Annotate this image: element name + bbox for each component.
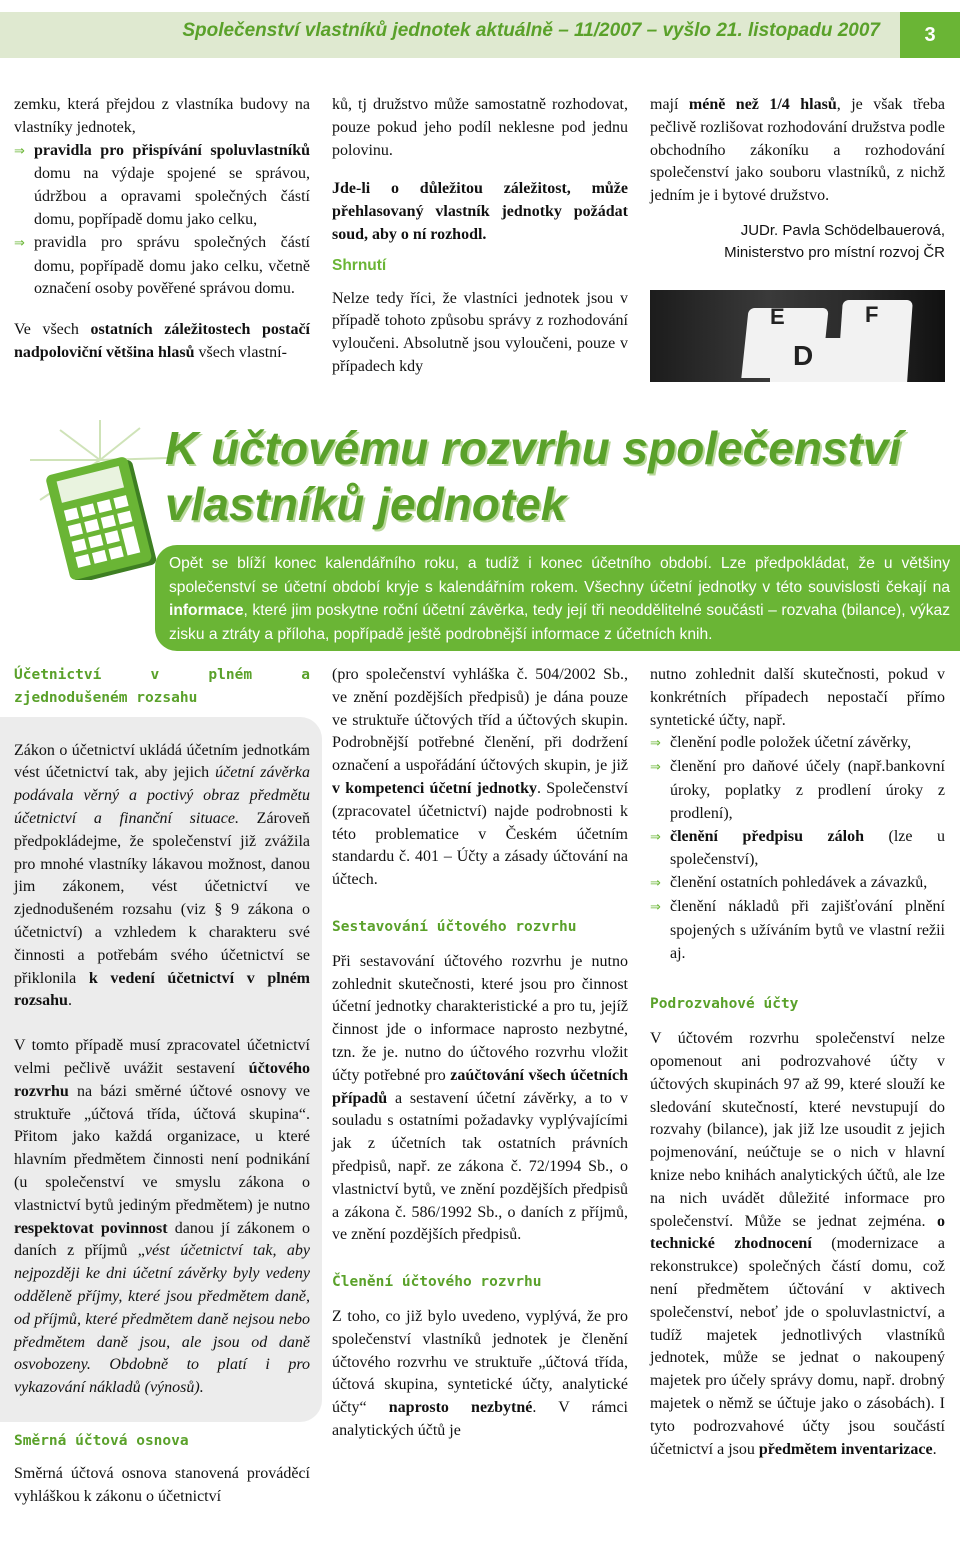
text: . V rámci analytických účtů je: [332, 1399, 628, 1439]
text: V účtovém rozvrhu společenství nelze opomenout ani podrozvahové účty v účtových skupinách 97 až 99, které slouží ke sledování skutečností, které nevstupují do rozvahy (bilance), jak již lze usoudit z jejich pojmenování, neúčtuje se o nich v hlavní knize nebo knihách analytických účtů, ale lze na nich uvádět důležité informace pro společenství. Může se jednat zejména.: [650, 1030, 945, 1230]
text: Ve všech: [14, 321, 91, 339]
paragraph: [14, 1035, 310, 1400]
headline-line-2: vlastníků jednotek: [165, 478, 567, 530]
text: Z toho, co již bylo uvedeno, vyplývá, že pro společenství vlastníků jednotek je členění účtového rozvrhu ve struktuře „účtová třída, účtová skupina, syntetické účty, analytické účty“: [332, 1307, 628, 1417]
text: , je však třeba pečlivě rozlišovat rozhodování družstva podle obchodního zákoníku a rozhodování společenství jako souboru vlastníků, z nichž jedním je i bytové družstvo.: [650, 96, 946, 205]
section-heading: Účetnictví v plném a zjednodušeném rozsahu: [14, 667, 310, 706]
paragraph: [14, 740, 310, 1014]
text: . Společenství (zpracovatel účetnictví) najde podrobnosti k této problematice v Českém účetním standardu č. 401 – Účty a zásady účtování na účtech.: [332, 779, 629, 889]
paragraph: [332, 664, 628, 892]
top-column-1: [14, 94, 310, 365]
paragraph: [332, 951, 628, 1247]
paragraph: [332, 178, 628, 246]
headline-line-1: K účtovému rozvrhu společenství: [165, 422, 902, 474]
text: členění nákladů při zajišťování plnění spojených s užíváním bytů ve vlastní režii aj.: [670, 897, 945, 962]
section-heading: Směrná účtová osnova: [14, 1432, 189, 1449]
arrow-bullet-icon: ⇒: [650, 736, 661, 752]
text: V tomto případě musí zpracovatel účetnictví velmi pečlivě uvážit sestavení: [14, 1037, 310, 1077]
bottom-column-1: [14, 664, 310, 1508]
paragraph: Nelze tedy říci, že vlastníci jednotek jsou v případě tohoto způsobu správy z rozhodování vyloučeni. Absolutně jsou vyloučeni, pouze v případech kdy: [332, 289, 628, 375]
photo-tab: [770, 338, 860, 382]
paragraph: [332, 1306, 628, 1443]
arrow-bullet-icon: ⇒: [650, 829, 661, 845]
text: všech vlastní-: [194, 343, 287, 361]
text: .: [932, 1440, 937, 1458]
italic-text: účetní závěrka podávala věrný a poctivý obraz předmětu účetnictví a finanční situace.: [14, 764, 310, 827]
bottom-column-3: [650, 664, 945, 1461]
section-heading: Sestavování účtového rozvrhu: [332, 918, 577, 935]
photo-letter: E: [770, 304, 785, 329]
bold-text: naprosto nezbytné: [388, 1399, 533, 1417]
text: členění ostatních pohledávek a závazků,: [670, 874, 928, 892]
bullet-item: [650, 826, 945, 873]
arrow-bullet-icon: ⇒: [14, 143, 25, 159]
text: členění podle položek účetní závěrky,: [670, 734, 912, 752]
text: danou jí zákonem o daních z příjmů „: [14, 1219, 310, 1260]
text: (lze u společenství),: [670, 827, 945, 869]
bullet-item: [650, 756, 945, 825]
arrow-bullet-icon: ⇒: [650, 899, 661, 915]
bold-text: zaúčtování všech účetních případů: [332, 1066, 628, 1107]
paragraph: [650, 94, 945, 208]
bullet-item: [650, 872, 945, 896]
text: Opět se blíží konec kalendářního roku, a tudíž i konec účetního období. Lze předpokládat, že u většiny společenství se účetní období kryje s kalendářním rokem. Všechny účetní jednotky v této souvislosti čekají na: [169, 555, 950, 596]
text: .: [67, 992, 72, 1010]
text: a sestavení účetní závěrky, a to v souladu s ostatními požadavky vyplývajícími jak z účetních tak ostatních právních předpisů, např. ze zákona č. 72/1994 Sb., o vlastnictví bytů, ve znění pozdějších předpisů a zákona č. 586/1992 Sb., o daních z příjmů, ve znění pozdějších předpisů.: [332, 1089, 628, 1244]
text: domu na výdaje spojené se správou, údržbou a opravami společných částí domu, popřípadě domu jako celku,: [34, 165, 310, 228]
paragraph: [650, 1028, 945, 1461]
bold-text: ostatních záležitostech postačí nadpoloviční většina hlasů: [14, 321, 310, 361]
author-affiliation: Ministerstvo pro místní rozvoj ČR: [724, 243, 945, 261]
arrow-bullet-icon: ⇒: [14, 235, 25, 251]
section-heading: Shrnutí: [332, 256, 387, 274]
section-heading: Členění účtového rozvrhu: [332, 1274, 542, 1291]
text: Zároveň předpokládejme, že společenství již zvážila pro mnohé vlastníky lákavou možnost, danou jim zákonem, vést účetnictví ve zjednodušeném rozsahu (viz § 9 zákona o účetnictví) a vzhledem k charakteru své činnosti a potřebám svého účetnictví se přiklonila: [14, 809, 310, 987]
photo-letter: F: [865, 302, 879, 327]
paragraph: Směrná účtová osnova stanovená prováděcí vyhláškou k zákonu o účetnictví: [14, 1464, 310, 1505]
bullet-item: [650, 732, 945, 756]
header-title: Společenství vlastníků jednotek aktuálně – 11/2007 – vyšlo 21. listopadu 2007: [182, 20, 880, 41]
bold-text: méně než 1/4 hlasů: [688, 96, 837, 113]
calculator-icon: [30, 420, 170, 580]
section-heading: Podrozvahové účty: [650, 996, 799, 1013]
bold-text: členění předpisu záloh: [670, 827, 864, 845]
bottom-column-2: [332, 664, 628, 1443]
paragraph: [14, 319, 310, 365]
page-number: 3: [900, 12, 960, 58]
bullet-item: [14, 140, 310, 232]
top-column-2: [332, 94, 628, 379]
arrow-bullet-icon: ⇒: [650, 876, 661, 892]
bold-text: o technické zhodnocení: [650, 1212, 945, 1253]
bold-text: informace: [169, 602, 244, 619]
bold-text: předmětem inventarizace: [758, 1440, 933, 1458]
text: pravidla pro správu společných částí domu, popřípadě domu jako celku, včetně označení osoby pověřené správou domu.: [34, 233, 310, 298]
author-name: JUDr. Pavla Schödelbauerová,: [740, 221, 945, 239]
bold-text: účtového rozvrhu: [14, 1059, 310, 1100]
text: (pro společenství vyhláška č. 504/2002 Sb., ve znění pozdějších předpisů) je dána pouze ve struktuře účtových tříd a účtových skupin. Podrobnější potřebné členění, při dodržení označení a uspořádání účtových skupin, je již: [332, 666, 628, 775]
bold-text: respektovat povinnost: [14, 1219, 168, 1237]
arrow-bullet-icon: ⇒: [650, 760, 661, 776]
text: (modernizace a rekonstrukce) společných částí domu, což není předmětem účtování v aktivech společenství, neboť jde o spoluvlastnictví, a tudíž majetek jednotlivých vlastníků jednotek, může se jednat o nakoupený majetek pro účely správy domu, např. drobný majetek o němž se účtuje jako o zásobách). I tyto podrozvahové účty jsou součástí účetnictví a jsou: [650, 1235, 946, 1458]
bold-text: pravidla pro přispívání spoluvlastníků: [34, 141, 310, 159]
text: Zákon o účetnictví ukládá účetním jednotkám vést účetnictví tak, aby jejich: [14, 741, 310, 782]
page-header: [0, 0, 960, 60]
paragraph: ků, tj družstvo může samostatně rozhodovat, pouze pokud jeho podíl neklesne pod jednu polovinu.: [332, 96, 628, 159]
text: členění pro daňové účely (např.bankovní úroky, poplatky z prodlení úroky z prodlení),: [670, 758, 945, 822]
bold-text: v kompetenci účetní jednotky: [332, 779, 538, 797]
bold-text: k vedení účetnictví v plném rozsahu: [14, 969, 310, 1010]
top-column-3: [650, 94, 945, 264]
file-tabs-photo: [650, 290, 945, 382]
bullet-item: [650, 896, 945, 965]
photo-letter: D: [793, 340, 814, 371]
paragraph: zemku, která přejdou z vlastníka budovy na vlastníky jednotek,: [14, 96, 310, 136]
italic-text: vést účetnictví tak, aby nejpozději ke dni účetní závěrky byly vedeny odděleně příjmy, které jsou předmětem daně, od příjmů, které předmětem daně nejsou nebo předmětem daně jsou, ale jsou od daně osvobozeny. Obdobně to platí i pro vykazování nákladů (výnosů).: [14, 1242, 310, 1397]
bullet-item: [14, 232, 310, 301]
text: , které jim poskytne roční účetní závěrka, tedy její tři neoddělitelné součásti – rozvaha (bilance), výkaz zisku a ztráty a příloha, popřípadě ještě podrobnější informace z účetních knih.: [169, 602, 950, 643]
text: na bázi směrné účtové osnovy ve struktuře „účtová třída, účtová skupina“. Přitom jako každá organizace, u které hlavním předmětem činnosti není podnikání (u společenství ve smyslu zákona o vlastnictví bytů jediným předmětem) je nutno: [14, 1082, 310, 1214]
paragraph: nutno zohlednit další skutečnosti, pokud v konkrétních případech nepostačí přímo syntetické účty, např.: [650, 666, 945, 729]
bold-text: Jde-li o důležitou záležitost, může přehlasovaný vlastník jednotky požádat soud, aby o ní rozhodl.: [332, 180, 628, 243]
text: mají: [650, 96, 689, 113]
text: Při sestavování účtového rozvrhu je nutno zohlednit skutečnosti, které jsou pro činnost účetní jednotky charakteristické a pro tu, jejíž činnost jde o informace naprosto nezbytné, tzn. že je. nutno do účtového rozvrhu vložit účty potřebné pro: [332, 952, 628, 1084]
article-intro-box: [155, 545, 960, 651]
article-headline: [165, 420, 945, 532]
